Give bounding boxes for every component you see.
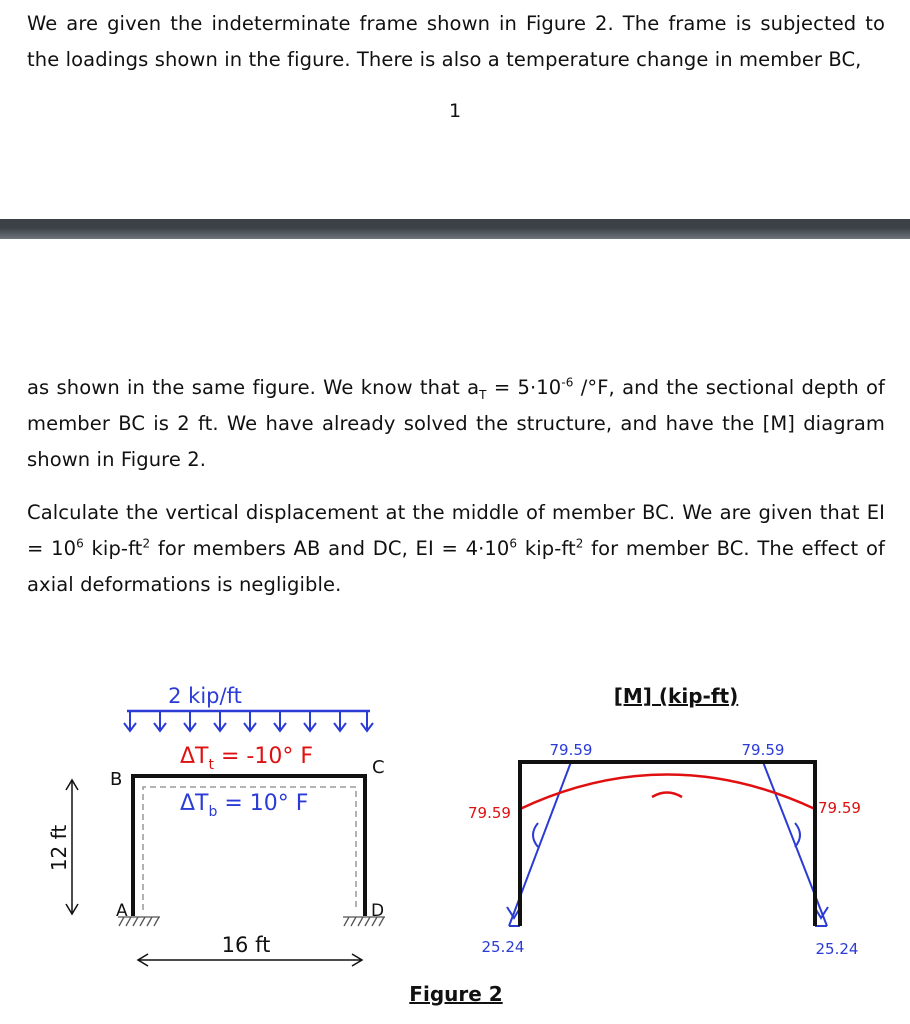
moment-diagram [468, 684, 861, 958]
temp-top-label: $\Delta T_t = -10^\circ$ F [180, 744, 313, 773]
paragraph-given: as shown in the same figure. We know that $a_T = 5\cdot 10^{-6}$ /°F, and the sectional depth of member BC is 2 ft. We have already solved the structure, and have the [M] diagram shown in Figure 2. [27, 375, 885, 471]
node-c-label: C [372, 757, 385, 778]
moment-beam-red [520, 762, 815, 809]
moment-side-right: 79.59 [818, 799, 861, 817]
distributed-load [124, 711, 373, 731]
frame-diagram [47, 684, 385, 966]
moment-base-left: 25.24 [481, 938, 525, 956]
node-d-label: D [371, 901, 385, 921]
figure-caption: Figure 2 [409, 982, 503, 1006]
page-separator [0, 219, 910, 239]
load-label: 2 kip/ft [168, 684, 242, 708]
paragraph-question: Calculate the vertical displacement at the middle of member BC. We are given that EI = $10^6$ kip-$ft^2$ for members AB and DC, EI = $4\cdot 10^6$ kip-$ft^2$ for member BC. The effect of axial deformations is negligible. [27, 501, 885, 596]
moment-columns-blue [507, 762, 828, 926]
height-label: 12 ft [47, 824, 71, 872]
moment-top-right: 79.59 [741, 741, 785, 759]
temp-bottom-label: $\Delta T_b = 10^\circ$ F [180, 791, 309, 820]
moment-diagram-title: [M] (kip-ft) [613, 684, 739, 708]
moment-base-right: 25.24 [815, 940, 859, 958]
node-a-label: A [116, 901, 128, 921]
moment-top-left: 79.59 [549, 741, 593, 759]
moment-frame [520, 762, 815, 926]
moment-side-left: 79.59 [468, 804, 511, 822]
figure-2 [0, 640, 910, 1024]
node-b-label: B [110, 769, 123, 790]
paragraph-intro: We are given the indeterminate frame shown in Figure 2. The frame is subjected to the loadings shown in the figure. There is also a temperature change in member BC, [27, 12, 885, 71]
page-number: 1 [448, 100, 462, 122]
span-label: 16 ft [221, 933, 271, 957]
